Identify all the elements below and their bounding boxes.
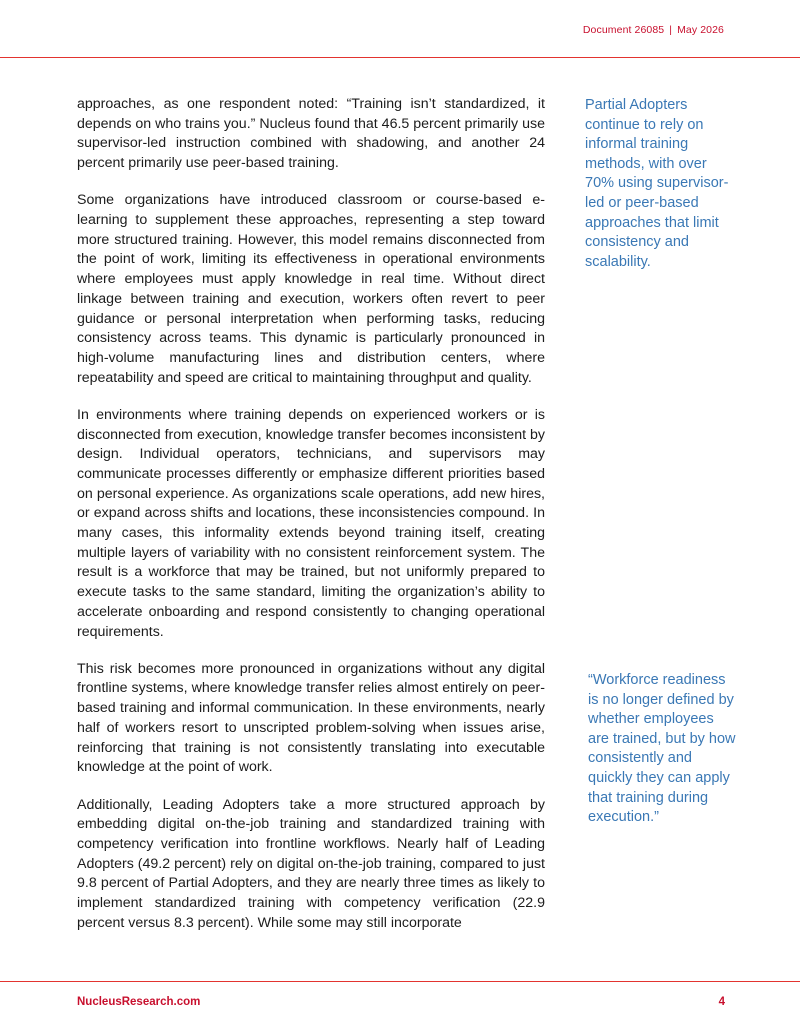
body-paragraph-2: Some organizations have introduced classroom or course-based e-learning to supplement these approaches, representing a step toward more structured training. However, this model remains disconnected from the point of work, limiting its effectiveness in operational environments where employees must apply knowledge in real time. Without direct linkage between training and execution, workers often revert to peer guidance or personal interpretation when performing tasks, reducing consistency across teams. This dynamic is particularly pronounced in high-volume manufacturing lines and distribution centers, where repeatability and speed are critical to maintaining throughput and quality. xyxy=(77,192,545,386)
page-number: 4 xyxy=(718,996,725,1008)
body-paragraph-5: Additionally, Leading Adopters take a more structured approach by embedding digital on-the-job training and standardized training with competency verification into frontline workflows. Nearly half of Leading Adopters (49.2 percent) rely on digital on-the-job training, compared to just 9.8 percent of Partial Adopters, and they are nearly three times as likely to implement standardized training with competency verification (22.9 percent versus 8.3 percent). While some may still incorporate xyxy=(77,796,545,931)
header-rule xyxy=(0,57,800,58)
sidebar-pull-quote: “Workforce readiness is no longer defined by whether employees are trained, but by how consistently and quickly they can apply that training during execution.” xyxy=(588,672,736,826)
body-paragraph-3: In environments where training depends on experienced workers or is disconnected from execution, knowledge transfer becomes inconsistent by design. Individual operators, technicians, and supervisors may communicate processes differently or emphasize different priorities based on personal experience. As organizations scale operations, add new hires, or expand across shifts and locations, these inconsistencies compound. In many cases, this informality extends beyond training itself, creating multiple layers of variability with no consistent reinforcement system. The result is a workforce that may be trained, but not uniformly prepared to execute tasks to the same standard, limiting the organization’s ability to accelerate onboarding and respond consistently to changing operational requirements. xyxy=(77,406,545,640)
body-paragraph-4: This risk becomes more pronounced in organizations without any digital frontline systems, where knowledge transfer relies almost entirely on peer-based training and informal communication. In these environments, nearly half of workers resort to unscripted problem-solving when issues arise, reinforcing that training is not consistently translating into executable knowledge at the point of work. xyxy=(77,660,545,776)
document-id: Document 26085 xyxy=(582,24,665,36)
header-separator: | xyxy=(669,24,673,36)
sidebar-callout: Partial Adopters continue to rely on informal training methods, with over 70% using supervisor-led or peer-based approaches that limit consistency and scalability. xyxy=(585,97,729,270)
footer-website-link[interactable]: NucleusResearch.com xyxy=(77,996,201,1008)
document-date: May 2026 xyxy=(677,24,724,36)
document-header-meta xyxy=(583,24,724,36)
body-paragraph-1: approaches, as one respondent noted: “Training isn’t standardized, it depends on who trains you.” Nucleus found that 46.5 percent primarily use supervisor-led instruction combined with shadowing, and another 24 percent primarily use peer-based training. xyxy=(77,96,545,172)
footer-rule xyxy=(0,981,800,982)
main-body-text xyxy=(77,95,545,951)
